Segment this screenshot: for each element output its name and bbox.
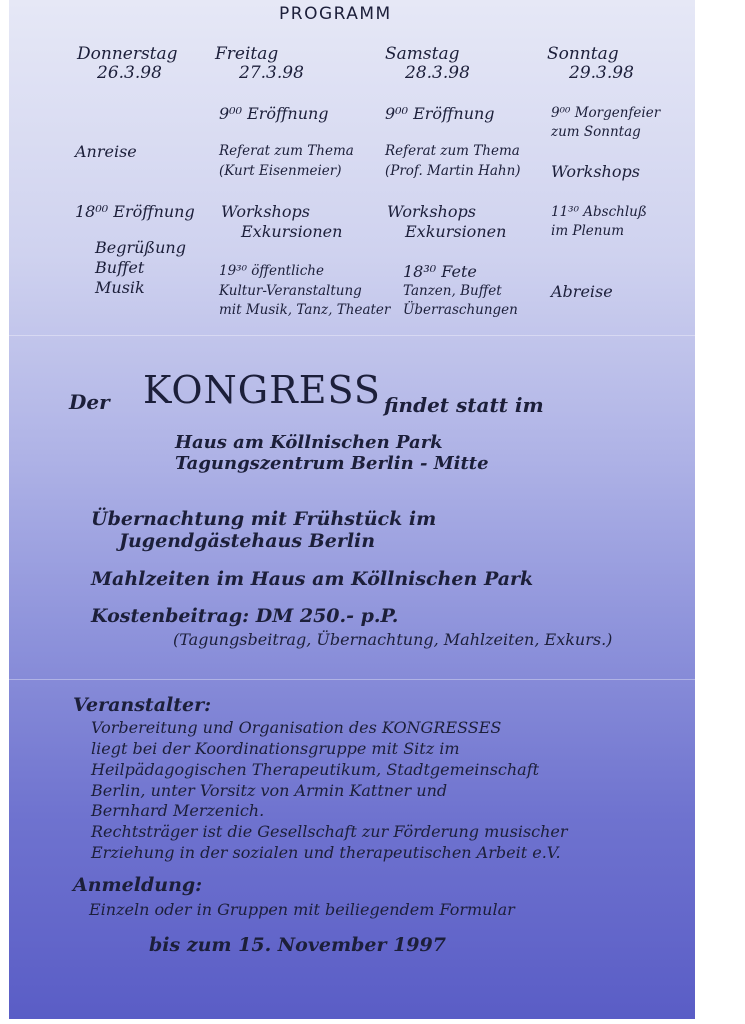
congress-title: KONGRESS <box>143 368 381 412</box>
organizer-line: Rechtsträger ist die Gesellschaft zur Förderung musischer <box>91 822 568 841</box>
schedule-entry: Exkursionen <box>241 222 343 241</box>
schedule-entry: 18³⁰ Fete <box>403 262 477 281</box>
lodging-line: Übernachtung mit Frühstück im <box>91 508 437 530</box>
schedule-entry: Referat zum Thema <box>219 143 354 159</box>
venue-prefix: Der <box>69 390 110 414</box>
day-date: 26.3.98 <box>97 63 162 83</box>
page-title: PROGRAMM <box>279 4 392 24</box>
schedule-entry: Workshops <box>221 202 310 221</box>
meals-line: Mahlzeiten im Haus am Köllnischen Park <box>91 568 534 590</box>
schedule-entry: Abreise <box>551 282 613 301</box>
day-name: Sonntag <box>547 44 619 64</box>
organizer-heading: Veranstalter: <box>73 694 212 716</box>
venue-place: Haus am Köllnischen Park <box>175 432 443 453</box>
schedule-entry: Tanzen, Buffet <box>403 283 502 299</box>
registration-deadline: bis zum 15. November 1997 <box>149 934 446 956</box>
day-date: 27.3.98 <box>239 63 304 83</box>
schedule-entry: im Plenum <box>551 223 624 239</box>
day-date: 28.3.98 <box>405 63 470 83</box>
schedule-entry: (Kurt Eisenmeier) <box>219 163 342 179</box>
schedule-entry: Workshops <box>551 162 640 181</box>
schedule-entry: Exkursionen <box>405 222 507 241</box>
organizer-line: Erziehung in der sozialen und therapeutischen Arbeit e.V. <box>91 843 561 862</box>
venue-suffix: findet statt im <box>384 393 544 417</box>
schedule-entry: Referat zum Thema <box>385 143 520 159</box>
organizer-line: Berlin, unter Vorsitz von Armin Kattner und <box>91 781 448 800</box>
fold-line <box>9 679 695 680</box>
schedule-entry: Anreise <box>75 142 137 161</box>
day-date: 29.3.98 <box>569 63 634 83</box>
day-name: Freitag <box>215 44 279 64</box>
schedule-entry: zum Sonntag <box>551 124 641 140</box>
schedule-entry: Begrüßung <box>95 238 186 257</box>
schedule-entry: 11³⁰ Abschluß <box>551 204 647 220</box>
organizer-line: liegt bei der Koordinationsgruppe mit Sitz im <box>91 739 460 758</box>
schedule-entry: (Prof. Martin Hahn) <box>385 163 521 179</box>
organizer-line: Bernhard Merzenich. <box>91 801 265 820</box>
schedule-entry: 9⁰⁰ Eröffnung <box>385 104 495 123</box>
schedule-entry: Musik <box>95 278 145 297</box>
schedule-entry: 19³⁰ öffentliche <box>219 263 324 279</box>
schedule-entry: 9⁰⁰ Eröffnung <box>219 104 329 123</box>
organizer-line: Heilpädagogischen Therapeutikum, Stadtgemeinschaft <box>91 760 540 779</box>
schedule-entry: 18⁰⁰ Eröffnung <box>75 202 195 221</box>
day-name: Donnerstag <box>77 44 178 64</box>
organizer-line: Vorbereitung und Organisation des KONGRESSES <box>91 718 502 737</box>
program-sheet <box>9 0 695 1019</box>
schedule-entry: 9⁰⁰ Morgenfeier <box>551 105 661 121</box>
venue-center: Tagungszentrum Berlin - Mitte <box>175 453 489 474</box>
registration-heading: Anmeldung: <box>73 874 203 896</box>
registration-line: Einzeln oder in Gruppen mit beiliegendem Formular <box>89 900 515 919</box>
schedule-entry: Workshops <box>387 202 476 221</box>
day-name: Samstag <box>385 44 460 64</box>
schedule-entry: Überraschungen <box>403 302 518 318</box>
schedule-entry: Buffet <box>95 258 145 277</box>
fold-line <box>9 335 695 336</box>
schedule-entry: Kultur-Veranstaltung <box>219 283 362 299</box>
lodging-place: Jugendgästehaus Berlin <box>119 530 376 552</box>
cost-line: Kostenbeitrag: DM 250.- p.P. <box>91 605 399 627</box>
cost-detail: (Tagungsbeitrag, Übernachtung, Mahlzeiten, Exkurs.) <box>173 630 613 649</box>
schedule-entry: mit Musik, Tanz, Theater <box>219 302 391 318</box>
